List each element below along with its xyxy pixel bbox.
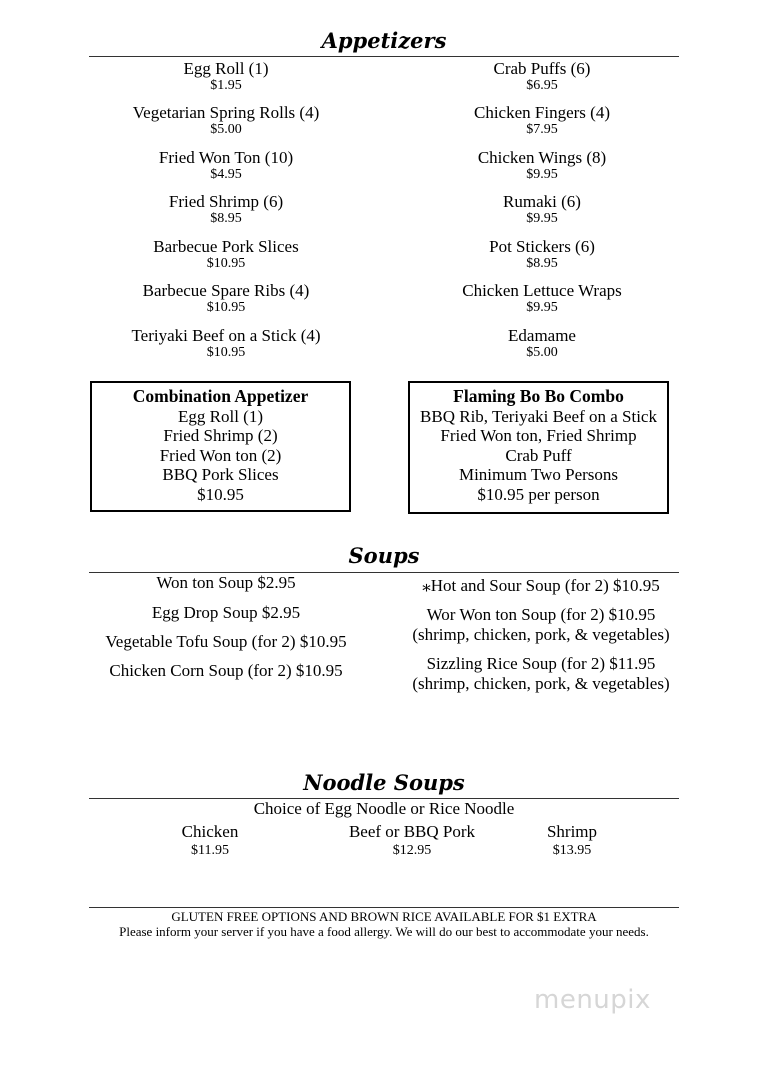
item-price: $7.95 — [526, 122, 558, 137]
box-price: $10.95 per person — [477, 484, 600, 504]
menu-item — [392, 59, 692, 94]
box-line: Crab Puff — [505, 445, 572, 465]
soup-note: (shrimp, chicken, pork, & vegetables) — [412, 673, 670, 693]
item-price: $10.95 — [206, 256, 246, 271]
item-name: Chicken Lettuce Wraps — [462, 281, 622, 300]
item-price: $9.95 — [526, 211, 558, 226]
menu-item — [392, 281, 692, 316]
item-name: Barbecue Pork Slices — [153, 237, 299, 256]
item-price: $11.95 — [191, 843, 229, 858]
soup-name: Wor Won ton Soup (for 2) $10.95 — [426, 605, 656, 624]
noodle-item — [472, 822, 672, 860]
item-name: Chicken Wings (8) — [477, 148, 607, 167]
item-name: Beef or BBQ Pork — [348, 822, 476, 841]
item-price: $9.95 — [526, 167, 558, 182]
box-line: Egg Roll (1) — [178, 406, 263, 426]
appetizers-heading: Appetizers — [321, 28, 447, 53]
noodle-choice-line: Choice of Egg Noodle or Rice Noodle — [253, 799, 515, 818]
item-price: $5.00 — [210, 122, 242, 137]
menu-item — [76, 192, 376, 227]
box-title: Combination Appetizer — [132, 386, 309, 406]
menu-item — [76, 103, 376, 138]
item-name: Crab Puffs (6) — [493, 59, 591, 78]
noodle-item — [110, 822, 310, 860]
item-name: Egg Roll (1) — [183, 59, 269, 78]
item-price: $10.95 — [206, 345, 246, 360]
item-price: $9.95 — [526, 300, 558, 315]
item-price: $10.95 — [206, 300, 246, 315]
menupix-watermark: menupix — [534, 985, 651, 1015]
item-name: Barbecue Spare Ribs (4) — [142, 281, 310, 300]
item-name: Rumaki (6) — [503, 192, 581, 211]
menu-item — [76, 59, 376, 94]
box-line: Fried Won ton, Fried Shrimp — [440, 426, 637, 445]
box-line: BBQ Rib, Teriyaki Beef on a Stick — [420, 406, 657, 426]
menu-item — [76, 326, 376, 361]
box-line: Fried Won ton (2) — [159, 445, 282, 465]
box-line: Minimum Two Persons — [458, 465, 619, 484]
menu-item — [76, 148, 376, 183]
item-price: $13.95 — [552, 843, 592, 858]
item-name: Fried Won Ton (10) — [158, 148, 294, 167]
menu-item — [392, 192, 692, 227]
menu-item — [392, 148, 692, 183]
item-name: Pot Stickers (6) — [489, 237, 595, 256]
allergy-notice: Please inform your server if you have a food allergy. We will do our best to accommodate your needs. — [119, 924, 649, 939]
item-price: $8.95 — [526, 256, 558, 271]
box-price: $10.95 — [197, 484, 244, 504]
soup-item: Vegetable Tofu Soup (for 2) $10.95 — [105, 632, 347, 651]
item-name: Chicken Fingers (4) — [474, 103, 610, 122]
soup-name: Sizzling Rice Soup (for 2) $11.95 — [426, 654, 656, 673]
box-line: BBQ Pork Slices — [162, 465, 279, 484]
item-name: Chicken — [181, 822, 239, 841]
item-name: Edamame — [508, 326, 576, 345]
box-line: Fried Shrimp (2) — [163, 426, 278, 445]
item-price: $6.95 — [526, 78, 558, 93]
noodle-soups-heading: Noodle Soups — [303, 770, 465, 795]
item-name: Teriyaki Beef on a Stick (4) — [131, 326, 321, 345]
item-name: Shrimp — [546, 822, 598, 841]
soup-item — [376, 576, 706, 596]
item-price: $4.95 — [210, 167, 242, 182]
footer-divider — [89, 907, 679, 908]
item-name: Fried Shrimp (6) — [168, 192, 284, 211]
item-price: $5.00 — [526, 345, 558, 360]
item-price: $12.95 — [392, 843, 432, 858]
menu-item — [392, 326, 692, 361]
soup-item: Egg Drop Soup $2.95 — [151, 603, 301, 622]
soup-item — [376, 605, 706, 644]
item-price: $8.95 — [210, 211, 242, 226]
soups-heading: Soups — [348, 543, 420, 568]
menu-item — [392, 103, 692, 138]
soup-item: Chicken Corn Soup (for 2) $10.95 — [109, 661, 343, 680]
soup-item — [376, 654, 706, 693]
soup-name: ⁎Hot and Sour Soup (for 2) $10.95 — [422, 576, 660, 595]
soup-item: Won ton Soup $2.95 — [156, 573, 296, 592]
soup-note: (shrimp, chicken, pork, & vegetables) — [412, 624, 670, 644]
item-name: Vegetarian Spring Rolls (4) — [132, 103, 320, 122]
box-title: Flaming Bo Bo Combo — [453, 386, 624, 406]
flaming-bo-bo-combo-box — [408, 381, 669, 514]
menu-item — [76, 281, 376, 316]
appetizers-divider — [89, 56, 679, 57]
menu-item — [76, 237, 376, 272]
menu-item — [392, 237, 692, 272]
gluten-free-notice: GLUTEN FREE OPTIONS AND BROWN RICE AVAILABLE FOR $1 EXTRA — [171, 909, 597, 924]
combination-appetizer-box — [90, 381, 351, 512]
item-price: $1.95 — [210, 78, 242, 93]
